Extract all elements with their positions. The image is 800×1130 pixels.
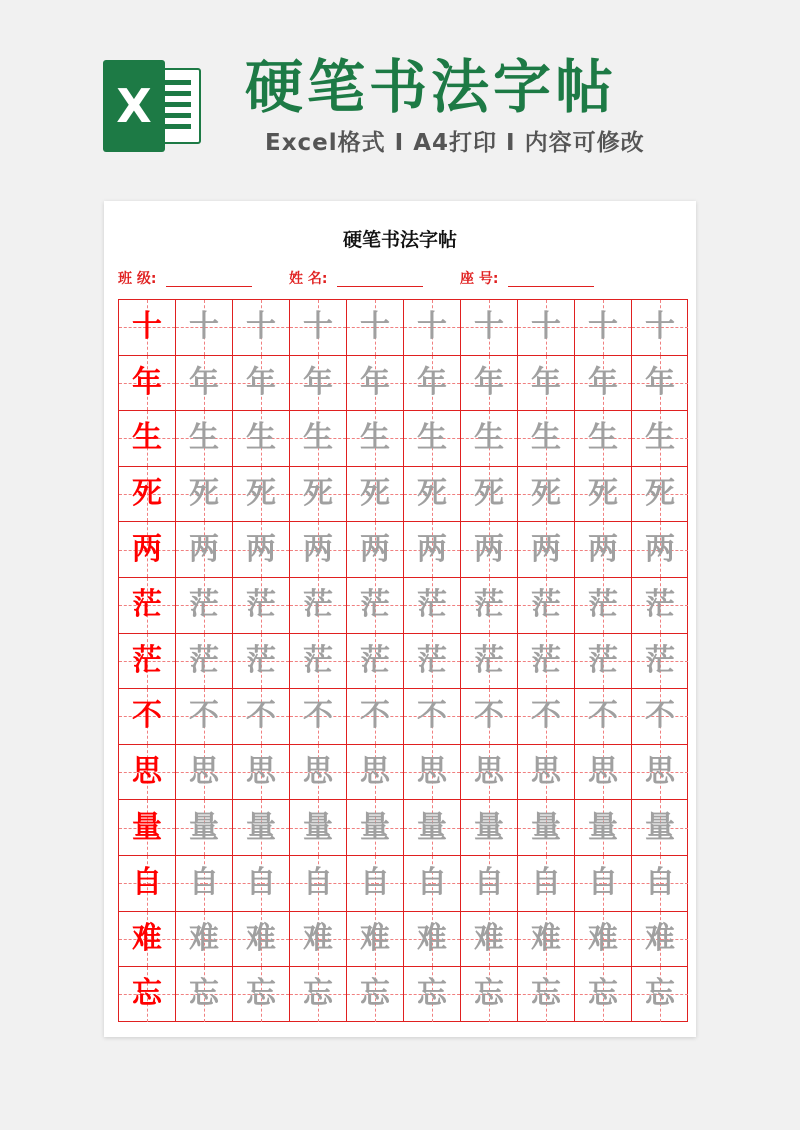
trace-character: 忘 [417, 976, 447, 1012]
trace-character: 十 [588, 309, 618, 345]
class-field [118, 269, 252, 289]
trace-character: 难 [474, 920, 504, 956]
trace-character-cell[interactable] [346, 577, 403, 633]
name-label: 姓 名: [289, 271, 328, 287]
trace-character: 生 [303, 420, 333, 456]
trace-character-cell[interactable] [631, 633, 688, 689]
trace-character-cell[interactable] [460, 855, 517, 911]
trace-character-cell[interactable] [460, 688, 517, 744]
model-character-cell[interactable] [118, 799, 175, 855]
trace-character-cell[interactable] [175, 911, 232, 967]
trace-character: 生 [360, 420, 390, 456]
trace-character: 忘 [246, 976, 276, 1012]
trace-character-cell[interactable] [175, 744, 232, 800]
model-character: 年 [132, 364, 162, 400]
trace-character-cell[interactable] [346, 799, 403, 855]
trace-character-cell[interactable] [175, 521, 232, 577]
trace-character-cell[interactable] [403, 966, 460, 1022]
trace-character: 年 [189, 364, 219, 400]
trace-character: 量 [588, 809, 618, 845]
trace-character: 不 [474, 698, 504, 734]
model-character-cell[interactable] [118, 521, 175, 577]
trace-character-cell[interactable] [175, 966, 232, 1022]
trace-character-cell[interactable] [574, 410, 631, 466]
trace-character: 年 [531, 364, 561, 400]
trace-character: 难 [246, 920, 276, 956]
trace-character: 量 [303, 809, 333, 845]
trace-character-cell[interactable] [460, 799, 517, 855]
model-character-cell[interactable] [118, 355, 175, 411]
trace-character: 死 [531, 476, 561, 512]
trace-character: 难 [303, 920, 333, 956]
trace-character-cell[interactable] [517, 633, 574, 689]
trace-character-cell[interactable] [517, 355, 574, 411]
trace-character: 自 [645, 865, 675, 901]
trace-character: 难 [531, 920, 561, 956]
model-character: 忘 [132, 976, 162, 1012]
trace-character-cell[interactable] [631, 355, 688, 411]
trace-character: 茫 [246, 642, 276, 678]
trace-character-cell[interactable] [346, 744, 403, 800]
trace-character: 量 [417, 809, 447, 845]
model-character: 死 [132, 476, 162, 512]
trace-character: 自 [417, 865, 447, 901]
model-character: 难 [132, 920, 162, 956]
trace-character-cell[interactable] [574, 688, 631, 744]
trace-character-cell[interactable] [403, 355, 460, 411]
trace-character: 忘 [474, 976, 504, 1012]
trace-character-cell[interactable] [175, 633, 232, 689]
model-character: 量 [132, 809, 162, 845]
trace-character: 思 [189, 754, 219, 790]
trace-character-cell[interactable] [289, 577, 346, 633]
trace-character: 量 [246, 809, 276, 845]
trace-character-cell[interactable] [175, 466, 232, 522]
trace-character: 忘 [189, 976, 219, 1012]
trace-character: 死 [246, 476, 276, 512]
trace-character-cell[interactable] [631, 799, 688, 855]
trace-character-cell[interactable] [517, 466, 574, 522]
trace-character-cell[interactable] [346, 688, 403, 744]
trace-character-cell[interactable] [574, 633, 631, 689]
trace-character: 量 [474, 809, 504, 845]
trace-character-cell[interactable] [517, 855, 574, 911]
trace-character-cell[interactable] [289, 744, 346, 800]
trace-character: 两 [417, 531, 447, 567]
model-character-cell[interactable] [118, 410, 175, 466]
trace-character-cell[interactable] [232, 911, 289, 967]
trace-character: 忘 [531, 976, 561, 1012]
trace-character: 难 [645, 920, 675, 956]
trace-character: 两 [303, 531, 333, 567]
trace-character-cell[interactable] [289, 299, 346, 355]
trace-character: 年 [360, 364, 390, 400]
trace-character: 两 [474, 531, 504, 567]
trace-character-cell[interactable] [631, 744, 688, 800]
trace-character-cell[interactable] [175, 410, 232, 466]
banner-subtitle: Excel格式 I A4打印 I 内容可修改 [265, 130, 645, 156]
trace-character: 量 [189, 809, 219, 845]
trace-character: 难 [360, 920, 390, 956]
model-character-cell[interactable] [118, 466, 175, 522]
trace-character: 年 [417, 364, 447, 400]
model-character-cell[interactable] [118, 633, 175, 689]
trace-character-cell[interactable] [346, 633, 403, 689]
trace-character-cell[interactable] [289, 688, 346, 744]
trace-character: 不 [303, 698, 333, 734]
trace-character-cell[interactable] [517, 577, 574, 633]
trace-character: 死 [189, 476, 219, 512]
copybook-sheet [104, 201, 696, 1037]
trace-character: 茫 [588, 587, 618, 623]
trace-character: 思 [645, 754, 675, 790]
model-character-cell[interactable] [118, 911, 175, 967]
trace-character: 自 [474, 865, 504, 901]
trace-character: 量 [531, 809, 561, 845]
trace-character-cell[interactable] [517, 688, 574, 744]
trace-character-cell[interactable] [289, 466, 346, 522]
trace-character-cell[interactable] [346, 466, 403, 522]
trace-character-cell[interactable] [460, 911, 517, 967]
trace-character-cell[interactable] [574, 744, 631, 800]
trace-character-cell[interactable] [289, 966, 346, 1022]
trace-character-cell[interactable] [631, 410, 688, 466]
seat-blank[interactable] [508, 286, 594, 287]
sheet-title: 硬笔书法字帖 [342, 229, 457, 251]
trace-character: 生 [531, 420, 561, 456]
trace-character-cell[interactable] [460, 466, 517, 522]
trace-character: 不 [588, 698, 618, 734]
trace-character: 十 [303, 309, 333, 345]
trace-character: 十 [189, 309, 219, 345]
trace-character: 两 [588, 531, 618, 567]
trace-character-cell[interactable] [517, 410, 574, 466]
trace-character: 思 [360, 754, 390, 790]
excel-logo-letter: X [103, 60, 165, 152]
trace-character-cell[interactable] [517, 299, 574, 355]
trace-character-cell[interactable] [403, 410, 460, 466]
excel-logo-icon [103, 60, 203, 152]
trace-character: 自 [246, 865, 276, 901]
trace-character-cell[interactable] [574, 521, 631, 577]
model-character: 十 [132, 309, 162, 345]
trace-character-cell[interactable] [232, 855, 289, 911]
trace-character-cell[interactable] [232, 410, 289, 466]
trace-character: 十 [360, 309, 390, 345]
trace-character-cell[interactable] [232, 966, 289, 1022]
trace-character: 思 [303, 754, 333, 790]
model-character-cell[interactable] [118, 966, 175, 1022]
trace-character: 不 [645, 698, 675, 734]
trace-character-cell[interactable] [517, 744, 574, 800]
trace-character-cell[interactable] [574, 855, 631, 911]
trace-character-cell[interactable] [631, 577, 688, 633]
practice-grid [118, 299, 688, 1022]
trace-character: 生 [417, 420, 447, 456]
trace-character: 茫 [246, 587, 276, 623]
seat-field [460, 269, 594, 289]
trace-character-cell[interactable] [403, 911, 460, 967]
trace-character-cell[interactable] [175, 355, 232, 411]
model-character-cell[interactable] [118, 855, 175, 911]
trace-character: 茫 [189, 642, 219, 678]
trace-character: 茫 [417, 587, 447, 623]
trace-character: 十 [531, 309, 561, 345]
trace-character-cell[interactable] [346, 521, 403, 577]
trace-character: 茫 [417, 642, 447, 678]
trace-character: 十 [417, 309, 447, 345]
trace-character: 茫 [588, 642, 618, 678]
trace-character-cell[interactable] [346, 355, 403, 411]
trace-character-cell[interactable] [232, 799, 289, 855]
trace-character-cell[interactable] [289, 911, 346, 967]
trace-character-cell[interactable] [574, 911, 631, 967]
trace-character: 难 [417, 920, 447, 956]
trace-character: 死 [360, 476, 390, 512]
banner-title: 硬笔书法字帖 [245, 53, 618, 121]
trace-character-cell[interactable] [460, 633, 517, 689]
trace-character-cell[interactable] [460, 299, 517, 355]
trace-character: 自 [360, 865, 390, 901]
trace-character: 十 [645, 309, 675, 345]
class-blank[interactable] [166, 286, 252, 287]
trace-character-cell[interactable] [574, 577, 631, 633]
trace-character: 生 [588, 420, 618, 456]
trace-character-cell[interactable] [574, 799, 631, 855]
trace-character-cell[interactable] [232, 299, 289, 355]
trace-character-cell[interactable] [175, 688, 232, 744]
name-blank[interactable] [337, 286, 423, 287]
trace-character: 茫 [303, 587, 333, 623]
trace-character: 茫 [474, 642, 504, 678]
trace-character-cell[interactable] [232, 577, 289, 633]
trace-character: 自 [303, 865, 333, 901]
trace-character: 茫 [645, 587, 675, 623]
trace-character: 量 [360, 809, 390, 845]
trace-character-cell[interactable] [289, 521, 346, 577]
trace-character-cell[interactable] [574, 466, 631, 522]
trace-character-cell[interactable] [289, 855, 346, 911]
trace-character: 自 [531, 865, 561, 901]
trace-character-cell[interactable] [460, 577, 517, 633]
trace-character-cell[interactable] [403, 633, 460, 689]
trace-character-cell[interactable] [403, 299, 460, 355]
trace-character-cell[interactable] [175, 577, 232, 633]
trace-character: 忘 [588, 976, 618, 1012]
model-character: 生 [132, 420, 162, 456]
student-info-row [104, 269, 696, 293]
trace-character-cell[interactable] [460, 521, 517, 577]
trace-character-cell[interactable] [574, 299, 631, 355]
trace-character: 量 [645, 809, 675, 845]
trace-character-cell[interactable] [517, 911, 574, 967]
name-field [289, 269, 423, 289]
trace-character-cell[interactable] [232, 744, 289, 800]
trace-character-cell[interactable] [403, 577, 460, 633]
trace-character: 忘 [645, 976, 675, 1012]
trace-character-cell[interactable] [631, 966, 688, 1022]
trace-character: 年 [303, 364, 333, 400]
trace-character: 思 [246, 754, 276, 790]
seat-label: 座 号: [460, 271, 499, 287]
trace-character-cell[interactable] [631, 521, 688, 577]
trace-character: 不 [417, 698, 447, 734]
trace-character-cell[interactable] [232, 521, 289, 577]
trace-character-cell[interactable] [403, 744, 460, 800]
trace-character-cell[interactable] [631, 299, 688, 355]
model-character: 茫 [132, 587, 162, 623]
trace-character: 难 [588, 920, 618, 956]
trace-character-cell[interactable] [460, 410, 517, 466]
trace-character-cell[interactable] [631, 688, 688, 744]
trace-character-cell[interactable] [346, 410, 403, 466]
trace-character: 茫 [531, 587, 561, 623]
trace-character-cell[interactable] [631, 911, 688, 967]
trace-character-cell[interactable] [460, 744, 517, 800]
header-banner [0, 0, 800, 200]
trace-character-cell[interactable] [403, 688, 460, 744]
model-character: 不 [132, 698, 162, 734]
trace-character: 不 [531, 698, 561, 734]
trace-character: 年 [246, 364, 276, 400]
trace-character-cell[interactable] [574, 966, 631, 1022]
model-character: 茫 [132, 642, 162, 678]
trace-character-cell[interactable] [631, 466, 688, 522]
trace-character: 年 [645, 364, 675, 400]
trace-character-cell[interactable] [403, 466, 460, 522]
trace-character-cell[interactable] [631, 855, 688, 911]
trace-character: 忘 [303, 976, 333, 1012]
model-character: 自 [132, 865, 162, 901]
model-character: 两 [132, 531, 162, 567]
trace-character-cell[interactable] [517, 799, 574, 855]
model-character: 思 [132, 754, 162, 790]
trace-character: 茫 [531, 642, 561, 678]
trace-character: 茫 [189, 587, 219, 623]
trace-character: 自 [189, 865, 219, 901]
trace-character: 两 [360, 531, 390, 567]
trace-character: 不 [360, 698, 390, 734]
trace-character-cell[interactable] [232, 633, 289, 689]
trace-character: 年 [588, 364, 618, 400]
trace-character: 死 [303, 476, 333, 512]
trace-character-cell[interactable] [289, 410, 346, 466]
trace-character: 难 [189, 920, 219, 956]
trace-character-cell[interactable] [403, 521, 460, 577]
trace-character: 死 [417, 476, 447, 512]
trace-character: 两 [645, 531, 675, 567]
trace-character: 生 [189, 420, 219, 456]
trace-character-cell[interactable] [232, 688, 289, 744]
trace-character: 生 [645, 420, 675, 456]
trace-character: 茫 [360, 642, 390, 678]
trace-character: 两 [189, 531, 219, 567]
trace-character: 茫 [303, 642, 333, 678]
trace-character-cell[interactable] [346, 299, 403, 355]
trace-character: 思 [531, 754, 561, 790]
trace-character: 两 [246, 531, 276, 567]
trace-character-cell[interactable] [517, 966, 574, 1022]
trace-character-cell[interactable] [346, 966, 403, 1022]
trace-character-cell[interactable] [403, 799, 460, 855]
trace-character-cell[interactable] [517, 521, 574, 577]
trace-character: 生 [474, 420, 504, 456]
model-character-cell[interactable] [118, 688, 175, 744]
trace-character-cell[interactable] [175, 855, 232, 911]
trace-character: 两 [531, 531, 561, 567]
trace-character-cell[interactable] [460, 966, 517, 1022]
trace-character: 自 [588, 865, 618, 901]
trace-character: 茫 [360, 587, 390, 623]
trace-character: 十 [246, 309, 276, 345]
class-label: 班 级: [118, 271, 157, 287]
trace-character-cell[interactable] [289, 799, 346, 855]
model-character-cell[interactable] [118, 299, 175, 355]
trace-character: 死 [645, 476, 675, 512]
trace-character-cell[interactable] [289, 633, 346, 689]
trace-character: 生 [246, 420, 276, 456]
trace-character-cell[interactable] [346, 855, 403, 911]
trace-character: 忘 [360, 976, 390, 1012]
trace-character: 思 [474, 754, 504, 790]
trace-character-cell[interactable] [175, 299, 232, 355]
trace-character: 不 [189, 698, 219, 734]
trace-character: 年 [474, 364, 504, 400]
trace-character-cell[interactable] [346, 911, 403, 967]
trace-character-cell[interactable] [403, 855, 460, 911]
trace-character: 不 [246, 698, 276, 734]
trace-character: 死 [474, 476, 504, 512]
model-character-cell[interactable] [118, 744, 175, 800]
trace-character: 茫 [645, 642, 675, 678]
trace-character: 死 [588, 476, 618, 512]
trace-character-cell[interactable] [460, 355, 517, 411]
trace-character-cell[interactable] [232, 355, 289, 411]
model-character-cell[interactable] [118, 577, 175, 633]
trace-character-cell[interactable] [574, 355, 631, 411]
trace-character: 茫 [474, 587, 504, 623]
trace-character-cell[interactable] [289, 355, 346, 411]
trace-character: 十 [474, 309, 504, 345]
trace-character: 思 [588, 754, 618, 790]
trace-character: 思 [417, 754, 447, 790]
trace-character-cell[interactable] [175, 799, 232, 855]
trace-character-cell[interactable] [232, 466, 289, 522]
